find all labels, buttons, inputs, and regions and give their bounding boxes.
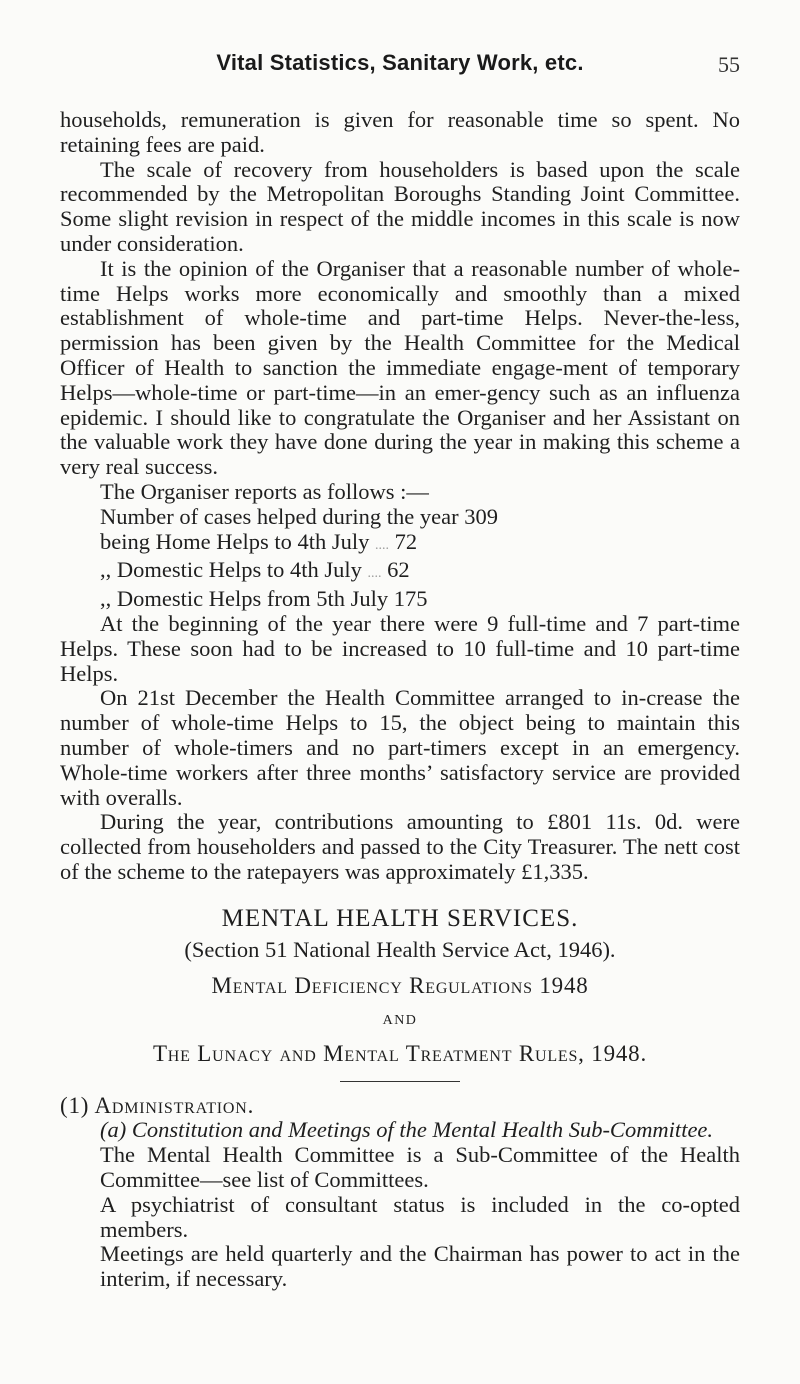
admin-paragraph: Meetings are held quarterly and the Chairman has power to act in the interim, if necessary. — [100, 1241, 740, 1292]
table-row — [100, 530, 700, 559]
row-value: 309 — [464, 503, 498, 529]
row-label: being Home Helps to 4th July .... — [100, 528, 389, 554]
divider — [340, 1081, 460, 1082]
body-text — [60, 108, 740, 1292]
admin-paragraph: A psychiatrist of consultant status is included in the co-opted members. — [100, 1191, 740, 1242]
paragraph-december-increase: On 21st December the Health Committee arranged to in-crease the number of whole-time Helps to 15, the object being to maintain this number of whole-timers and no part-timers except in an emergency. Whole-time workers after three months’ satisfactory service are provided with overalls. — [60, 685, 740, 810]
page-number: 55 — [718, 52, 740, 77]
paragraph-organiser-opinion: It is the opinion of the Organiser that a reasonable number of whole-time Helps works more economically and smoothly than a mixed establishment of whole-time and part-time Helps. Never-the-less, permission has been given by the Health Committee for the Medical Officer of Health to sanction the immediate engage-ment of temporary Helps—whole-time or part-time—in an emer-gency such as an influenza epidemic. I should like to congratulate the Organiser and her Assistant on the valuable work they have done during the year in making this scheme a very real success. — [60, 255, 740, 480]
row-value: 175 — [393, 586, 428, 612]
regulation-title-1: Mental Deficiency Regulations 1948 — [211, 973, 589, 999]
row-value: 72 — [394, 528, 418, 554]
admin-paragraph: The Mental Health Committee is a Sub-Committee of the Health Committee—see list of Committees. — [100, 1142, 740, 1193]
section-subtitle: (Section 51 National Health Service Act, 1946). — [184, 936, 616, 962]
report-table — [100, 505, 700, 612]
paragraph-contributions: During the year, contributions amounting to £801 11s. 0d. were collected from householders and passed to the City Treasurer. The nett cost of the scheme to the ratepayers was approximately £1,335. — [60, 809, 740, 884]
row-value: 62 — [387, 557, 410, 583]
constitution-block — [60, 1118, 740, 1292]
running-title: Vital Statistics, Sanitary Work, etc. — [216, 50, 584, 75]
and-connector: AND — [382, 1013, 418, 1029]
table-row — [100, 505, 700, 530]
paragraph-helps-count: At the beginning of the year there were 9 full-time and 7 part-time Helps. These soon had to be increased to 10 full-time and 10 part-time Helps. — [60, 610, 740, 686]
constitution-heading: (a) Constitution and Meetings of the Mental Health Sub-Committee. — [100, 1117, 714, 1143]
section-title: MENTAL HEALTH SERVICES. — [221, 904, 579, 932]
table-row — [100, 587, 700, 612]
paragraph-scale-of-recovery: The scale of recovery from householders is based upon the scale recommended by the Metropolitan Boroughs Standing Joint Committee. Some slight revision in respect of the middle incomes in this scale is now under consideration. — [60, 156, 740, 256]
table-row — [100, 558, 700, 587]
paragraph-continued: households, remuneration is given for reasonable time so spent. No retaining fees are paid. — [60, 107, 740, 157]
row-label: Number of cases helped during the year — [100, 503, 459, 529]
row-label: ,, Domestic Helps to 4th July .... — [100, 557, 382, 583]
row-label: ,, Domestic Helps from 5th July — [100, 586, 389, 612]
regulation-title-2: The Lunacy and Mental Treatment Rules, 1948. — [152, 1040, 648, 1066]
paragraph-organiser-reports: The Organiser reports as follows :— — [100, 478, 429, 504]
administration-heading: (1) Administration. — [60, 1092, 255, 1118]
